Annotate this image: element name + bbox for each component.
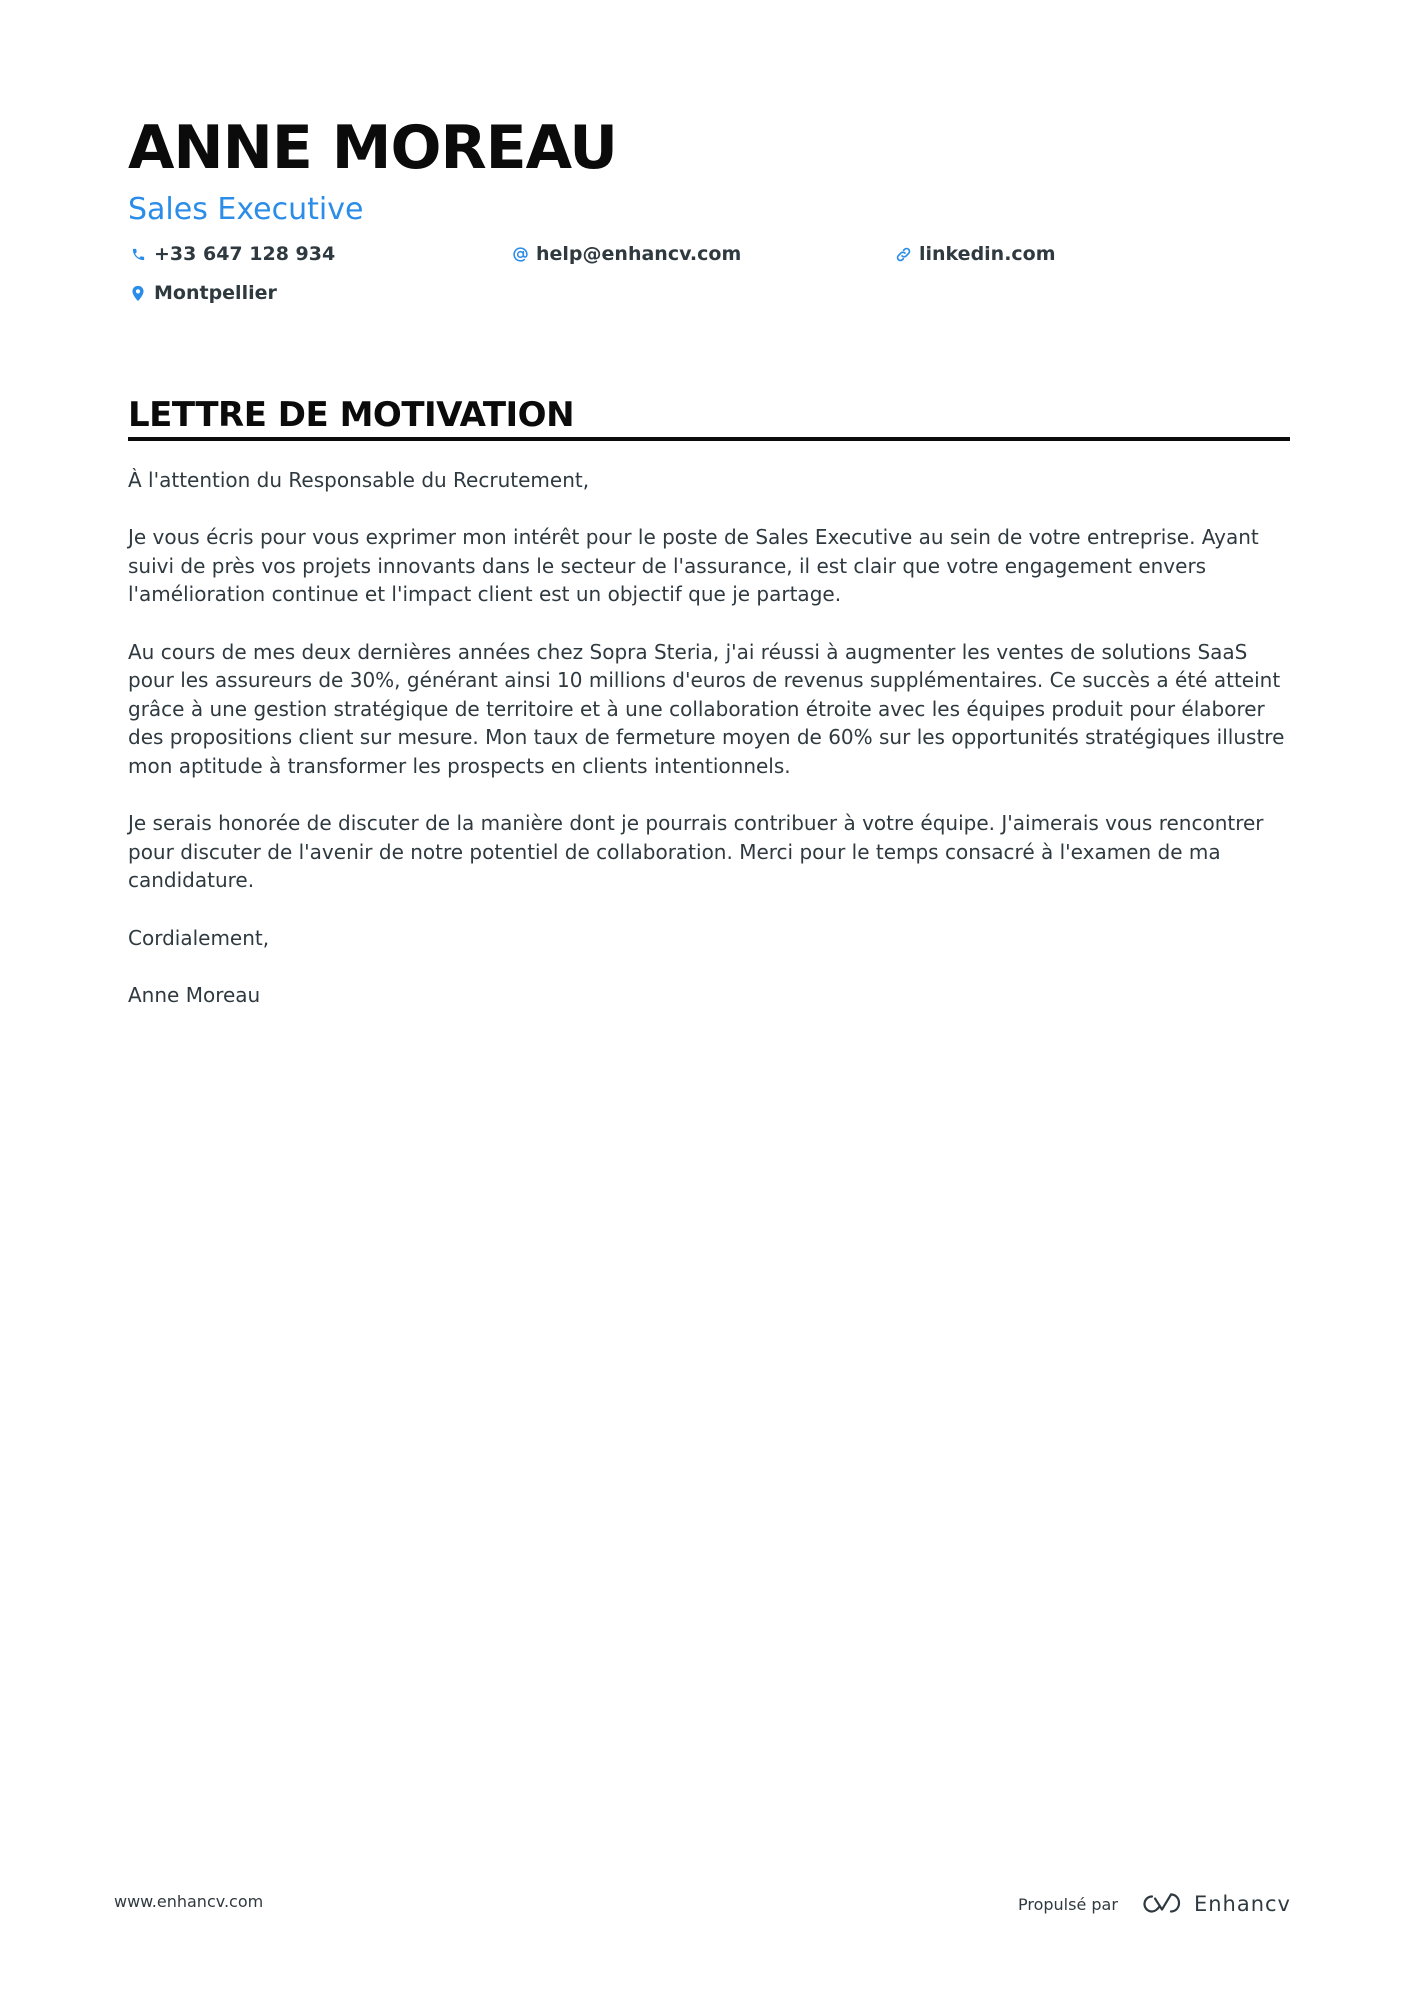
letter-salutation: À l'attention du Responsable du Recrutement, xyxy=(128,468,590,492)
linkedin-text[interactable]: linkedin.com xyxy=(919,243,1056,265)
contact-location xyxy=(128,279,277,307)
at-icon xyxy=(510,244,530,264)
email-text[interactable]: help@enhancv.com xyxy=(536,243,742,265)
contact-email[interactable] xyxy=(510,240,741,268)
letter-closing: Cordialement, xyxy=(128,925,270,950)
enhancv-logo-icon xyxy=(1138,1891,1184,1917)
letter-body xyxy=(128,466,1290,1038)
contact-phone xyxy=(128,240,335,268)
applicant-title: Sales Executive xyxy=(128,192,364,227)
letter-paragraph: Au cours de mes deux dernières années chez Sopra Steria, j'ai réussi à augmenter les ventes de solutions SaaS pour les assureurs de 30%, générant ainsi 10 millions d'euros de revenus supplémentaires. Ce succès a été atteint grâce à une gestion stratégique de territoire et à une collaboration étroite avec les équipes produit pour élaborer des propositions client sur mesure. Mon taux de fermeture moyen de 60% sur les opportunités stratégiques illustre mon aptitude à transformer les prospects en clients intentionnels. xyxy=(128,639,1285,778)
map-pin-icon xyxy=(128,283,148,303)
link-icon xyxy=(893,244,913,264)
powered-by-label: Propulsé par xyxy=(1018,1894,1118,1914)
contact-linkedin[interactable] xyxy=(893,240,1056,268)
location-text: Montpellier xyxy=(154,282,277,304)
header xyxy=(128,108,1290,320)
letter-signature: Anne Moreau xyxy=(128,982,261,1007)
phone-icon xyxy=(128,244,148,264)
letter-paragraph: Je serais honorée de discuter de la manière dont je pourrais contribuer à votre équipe. J'aimerais vous rencontrer pour discuter de l'avenir de notre potentiel de collaboration. Merci pour le temps consacré à l'examen de ma candidature. xyxy=(128,811,1264,893)
section-divider xyxy=(128,437,1290,441)
applicant-name: ANNE MOREAU xyxy=(128,113,617,183)
footer-website[interactable]: www.enhancv.com xyxy=(114,1892,264,1911)
letter-paragraph: Je vous écris pour vous exprimer mon intérêt pour le poste de Sales Executive au sein de votre entreprise. Ayant suivi de près vos projets innovants dans le secteur de l'assurance, il est clair que votre engagement envers l'amélioration continue et l'impact client est un objectif que je partage. xyxy=(128,525,1259,607)
contact-list xyxy=(128,240,1290,320)
footer-powered-by xyxy=(1018,1884,1291,1924)
phone-text: +33 647 128 934 xyxy=(154,243,336,265)
brand-name: Enhancv xyxy=(1193,1892,1291,1916)
section-title: LETTRE DE MOTIVATION xyxy=(128,395,575,435)
